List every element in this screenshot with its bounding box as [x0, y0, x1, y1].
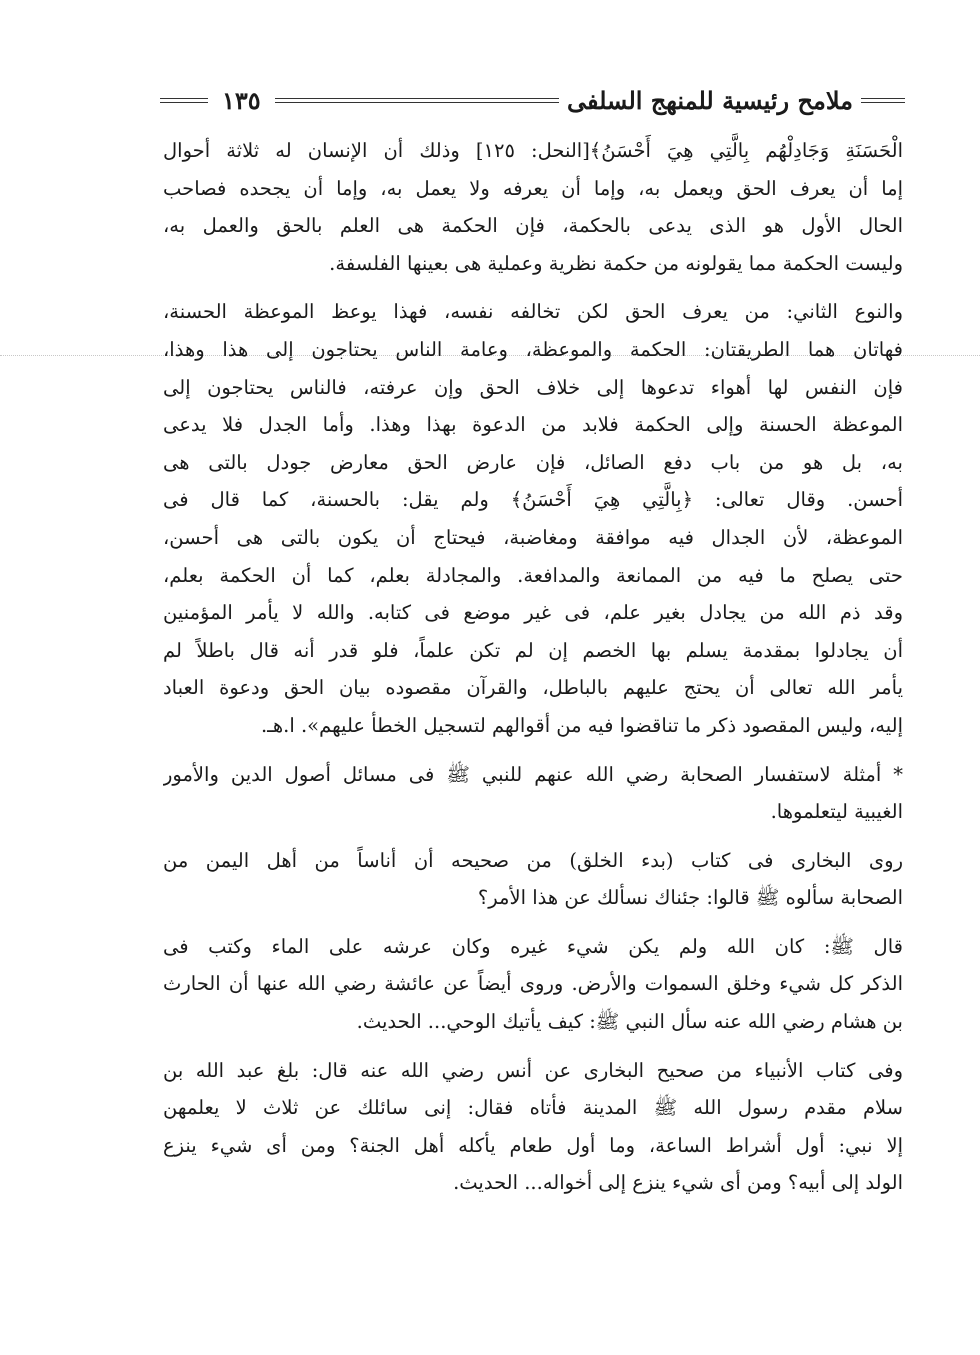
running-header	[160, 78, 905, 122]
header-rule-right	[861, 98, 905, 103]
text-line: والنوع الثاني: من يعرف الحق لكن تخالفه نفسه، فهذا يوعظ الموعظة الحسنة،	[163, 300, 903, 324]
text-line: إلا نبي: أول أشراط الساعة، وما أول طعام يأكله أهل الجنة؟ ومن أى شيء ينزع	[163, 1133, 903, 1157]
page-number: ١٣٥	[222, 85, 261, 115]
text-line: أحسن. وقال تعالى: ﴿بِالَّتِي هِيَ أَحْسَنُ﴾ ولم يقل: بالحسنة، كما قال فى	[163, 488, 903, 512]
header-rule-middle	[275, 98, 559, 103]
paragraph-wisdom	[163, 132, 903, 282]
text-line: قال ﷺ: كان الله ولم يكن شيء غيره وكان عرشه على الماء وكتب فى	[163, 934, 903, 958]
text-line: الصحابة سألوه ﷺ قالوا: جئناك نسألك عن هذا الأمر؟	[477, 886, 903, 910]
text-line: الولد إلى أبيه؟ ومن أى شيء ينزع إلى أخواله... الحديث.	[453, 1171, 903, 1195]
text-line: به، بل هو من باب دفع الصائل، فإن عارض الحق معارض جودل بالتى هى	[163, 450, 903, 474]
text-line: * أمثلة لاستفسار الصحابة رضي الله عنهم للنبي ﷺ فى مسائل أصول الدين والأمور	[163, 762, 903, 786]
paragraph-second-type	[163, 293, 903, 744]
text-line: إليه، وليس المقصود ذكر ما تناقضوا فيه من أقوالهم لتسجيل الخطأ عليهم». ا.هـ.	[260, 713, 903, 737]
text-line: وفى كتاب الأنبياء من صحيح البخارى عن أنس رضي الله عنه قال: بلغ عبد الله بن	[163, 1058, 903, 1082]
header-rule-left	[160, 98, 208, 103]
text-line: سلام مقدم رسول الله ﷺ المدينة فأتاه فقال: إنى سائلك عن ثلاث لا يعلمهن	[163, 1096, 903, 1120]
paragraph-bukhari-creation	[163, 842, 903, 917]
text-line: أن يجادلوا بمقدمة يسلم بها الخصم إن لم تكن علماً، فلو قدر أنه قال باطلاً لم	[163, 638, 903, 662]
text-line: الموعظة الحسنة وإلى الحكمة فلابد من الدعوة بهذا وهذا. وأما الجدل فلا يدعى	[163, 413, 903, 437]
paragraph-examples-heading	[163, 756, 903, 831]
page-body	[163, 132, 903, 1213]
text-line: الحال الأول هو الذى يدعى بالحكمة، فإن الحكمة هى العلم بالحق والعمل به،	[163, 214, 903, 238]
running-title: ملامح رئيسية للمنهج السلفى	[566, 85, 853, 115]
text-line: الذكر كل شيء وخلق السموات والأرض. وروى أيضاً عن عائشة رضي الله عنها أن الحارث	[163, 972, 903, 996]
text-line: بن هشام رضي الله عنه سأل النبي ﷺ: كيف يأتيك الوحي... الحديث.	[356, 1010, 903, 1034]
text-line: الموعظة، لأن الجدال فيه موافقة ومغاضبة، فيحتاج أن يكون بالتى هى أحسن،	[163, 525, 903, 549]
text-line: فهاتان هما الطريقتان: الحكمة والموعظة، وعامة الناس يحتاجون إلى هذا وهذا،	[163, 337, 903, 361]
text-line: الغيبية ليتعلموها.	[770, 800, 903, 824]
text-line: الْحَسَنَةِ وَجَادِلْهُم بِالَّتِي هِيَ أَحْسَنُ﴾[النحل: ١٢٥] وذلك أن الإنسان له ثلاثة أحوال	[163, 139, 903, 162]
paragraph-hadith-answer	[163, 928, 903, 1041]
paragraph-prophets-book	[163, 1052, 903, 1202]
text-line: روى البخارى فى كتاب (بدء الخلق) من صحيحه أن أناساً من أهل اليمن من	[163, 848, 903, 872]
text-line: فإن النفس لها أهواء تدعوها إلى خلاف الحق وإن عرفته، فالناس يحتاجون إلى	[163, 375, 903, 399]
text-line: حتى يصلح ما فيه من الممانعة والمدافعة. والمجادلة بعلم، كما أن الحكمة بعلم،	[163, 563, 903, 587]
text-line: يأمر الله تعالى أن يحتج عليهم بالباطل، والقرآن مقصوده بيان الحق ودعوة العباد	[163, 676, 903, 700]
text-line: وقد ذم الله من يجادل بغير علم، فى غير موضع فى كتابه. والله لا يأمر المؤمنين	[163, 601, 903, 625]
text-line: وليست الحكمة مما يقولونه من حكمة نظرية وعملية هى بعينها الفلسفة.	[329, 251, 903, 275]
text-line: إما أن يعرف الحق ويعمل به، وإما أن يعرفه ولا يعمل به، وإما أن يجحده فصاحب	[163, 176, 903, 200]
